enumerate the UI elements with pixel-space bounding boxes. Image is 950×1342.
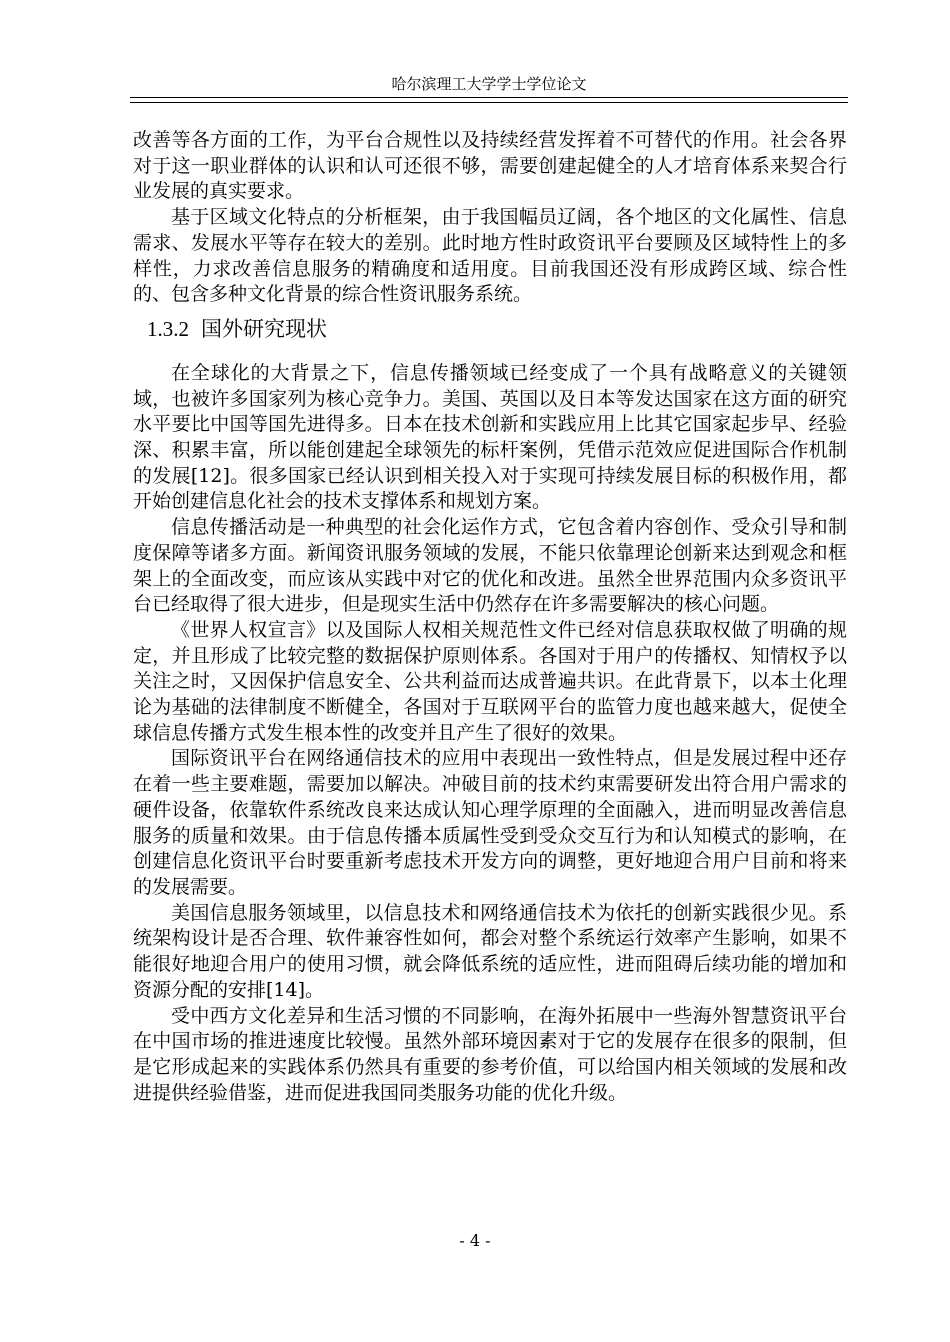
header-rule-thick <box>130 97 848 98</box>
body-paragraph: 美国信息服务领域里，以信息技术和网络通信技术为依托的创新实践很少见。系统架构设计是否合理、软件兼容性如何，都会对整个系统运行效率产生影响，如果不能很好地迎合用户的使用习惯，就会降低系统的适应性，进而阻碍后续功能的增加和资源分配的安排[14]。 <box>133 901 847 1001</box>
body-paragraph: 国际资讯平台在网络通信技术的应用中表现出一致性特点，但是发展过程中还存在着一些主要难题，需要加以解决。冲破目前的技术约束需要研发出符合用户需求的硬件设备，依靠软件系统改良来达成认知心理学原理的全面融入，进而明显改善信息服务的质量和效果。由于信息传播本质属性受到受众交互行为和认知模式的影响，在创建信息化资讯平台时要重新考虑技术开发方向的调整，更好地迎合用户目前和将来的发展需要。 <box>133 747 847 898</box>
page-number: - 4 - <box>459 1231 491 1250</box>
section-title: 国外研究现状 <box>201 316 327 341</box>
body-paragraph: 信息传播活动是一种典型的社会化运作方式，它包含着内容创作、受众引导和制度保障等诸多方面。新闻资讯服务领域的发展，不能只依靠理论创新来达到观念和框架上的全面改变，而应该从实践中对它的优化和改进。虽然全世界范围内众多资讯平台已经取得了很大进步，但是现实生活中仍然存在许多需要解决的核心问题。 <box>133 516 847 616</box>
page-body <box>133 128 847 1106</box>
section-heading <box>147 314 847 344</box>
body-paragraph: 受中西方文化差异和生活习惯的不同影响，在海外拓展中一些海外智慧资讯平台在中国市场的推进速度比较慢。虽然外部环境因素对于它的发展存在很多的限制，但是它形成起来的实践体系仍然具有重要的参考价值，可以给国内相关领域的发展和改进提供经验借鉴，进而促进我国同类服务功能的优化升级。 <box>133 1004 847 1104</box>
body-paragraph-continued: 改善等各方面的工作，为平台合规性以及持续经营发挥着不可替代的作用。社会各界对于这一职业群体的认识和认可还很不够，需要创建起健全的人才培育体系来契合行业发展的真实要求。 <box>133 129 847 203</box>
body-paragraph: 在全球化的大背景之下，信息传播领域已经变成了一个具有战略意义的关键领域，也被许多国家列为核心竞争力。美国、英国以及日本等发达国家在这方面的研究水平要比中国等国先进得多。日本在技术创新和实践应用上比其它国家起步早、经验深、积累丰富，所以能创建起全球领先的标杆案例，凭借示范效应促进国际合作机制的发展[12]。很多国家已经认识到相关投入对于实现可持续发展目标的积极作用，都开始创建信息化社会的技术支撑体系和规划方案。 <box>133 361 847 513</box>
page-header-title: 哈尔滨理工大学学士学位论文 <box>391 75 587 93</box>
header-rule-thin <box>130 102 848 103</box>
body-paragraph: 《世界人权宣言》以及国际人权相关规范性文件已经对信息获取权做了明确的规定，并且形成了比较完整的数据保护原则体系。各国对于用户的传播权、知情权予以关注之时，又因保护信息安全、公共利益而达成普遍共识。在此背景下，以本土化理论为基础的法律制度不断健全，各国对于互联网平台的监管力度也越来越大，促使全球信息传播方式发生根本性的改变并且产生了很好的效果。 <box>133 618 847 744</box>
section-number: 1.3.2 <box>147 316 189 341</box>
body-paragraph: 基于区域文化特点的分析框架，由于我国幅员辽阔，各个地区的文化属性、信息需求、发展水平等存在较大的差别。此时地方性时政资讯平台要顾及区域特性上的多样性，力求改善信息服务的精确度和适用度。目前我国还没有形成跨区域、综合性的、包含多种文化背景的综合性资讯服务系统。 <box>133 206 847 306</box>
